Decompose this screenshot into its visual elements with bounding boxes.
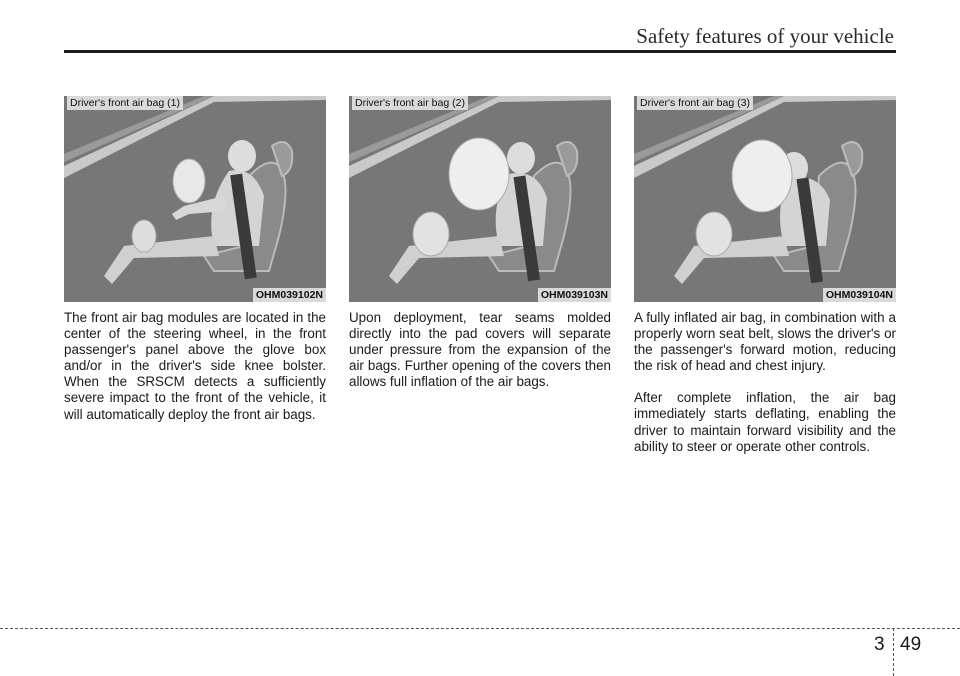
figure-airbag-3: [634, 96, 896, 302]
paragraph: After complete inflation, the air bag immediately starts deflating, enabling the driver to maintain forward visibility and the ability to steer or operate other controls.: [634, 390, 896, 454]
figure-code: OHM039104N: [823, 288, 896, 302]
figure-airbag-1: [64, 96, 326, 302]
airbag-stage-3-illustration: [634, 96, 896, 302]
figure-code: OHM039103N: [538, 288, 611, 302]
footer-rule: [0, 628, 960, 629]
figure-caption: Driver's front air bag (1): [67, 96, 183, 110]
section-title: Safety features of your vehicle: [636, 24, 894, 48]
airbag-stage-2-illustration: [349, 96, 611, 302]
paragraph: A fully inflated air bag, in combination with a properly worn seat belt, slows the driver's or the passenger's forward motion, reducing the risk of head and chest injury.: [634, 310, 896, 374]
column-2-text: [349, 310, 611, 390]
airbag-stage-1-illustration: [64, 96, 326, 302]
paragraph: Upon deployment, tear seams molded directly into the pad covers will separate under pressure from the expansion of the air bags. Further opening of the covers then allows full inflation of the air bags.: [349, 310, 611, 390]
header-rule: [64, 50, 896, 53]
column-1-text: [64, 310, 326, 423]
figure-code: OHM039102N: [253, 288, 326, 302]
footer-divider: [893, 628, 894, 676]
chapter-number: 3: [874, 634, 885, 655]
page-number: 49: [900, 634, 922, 655]
figure-airbag-2: [349, 96, 611, 302]
paragraph: The front air bag modules are located in the center of the steering wheel, in the front passenger's panel above the glove box and/or in the driver's side knee bolster. When the SRSCM detects a sufficiently severe impact to the front of the vehicle, it will automatically deploy the front air bags.: [64, 310, 326, 422]
column-3-text: [634, 310, 896, 455]
figure-caption: Driver's front air bag (2): [352, 96, 468, 110]
figure-caption: Driver's front air bag (3): [637, 96, 753, 110]
